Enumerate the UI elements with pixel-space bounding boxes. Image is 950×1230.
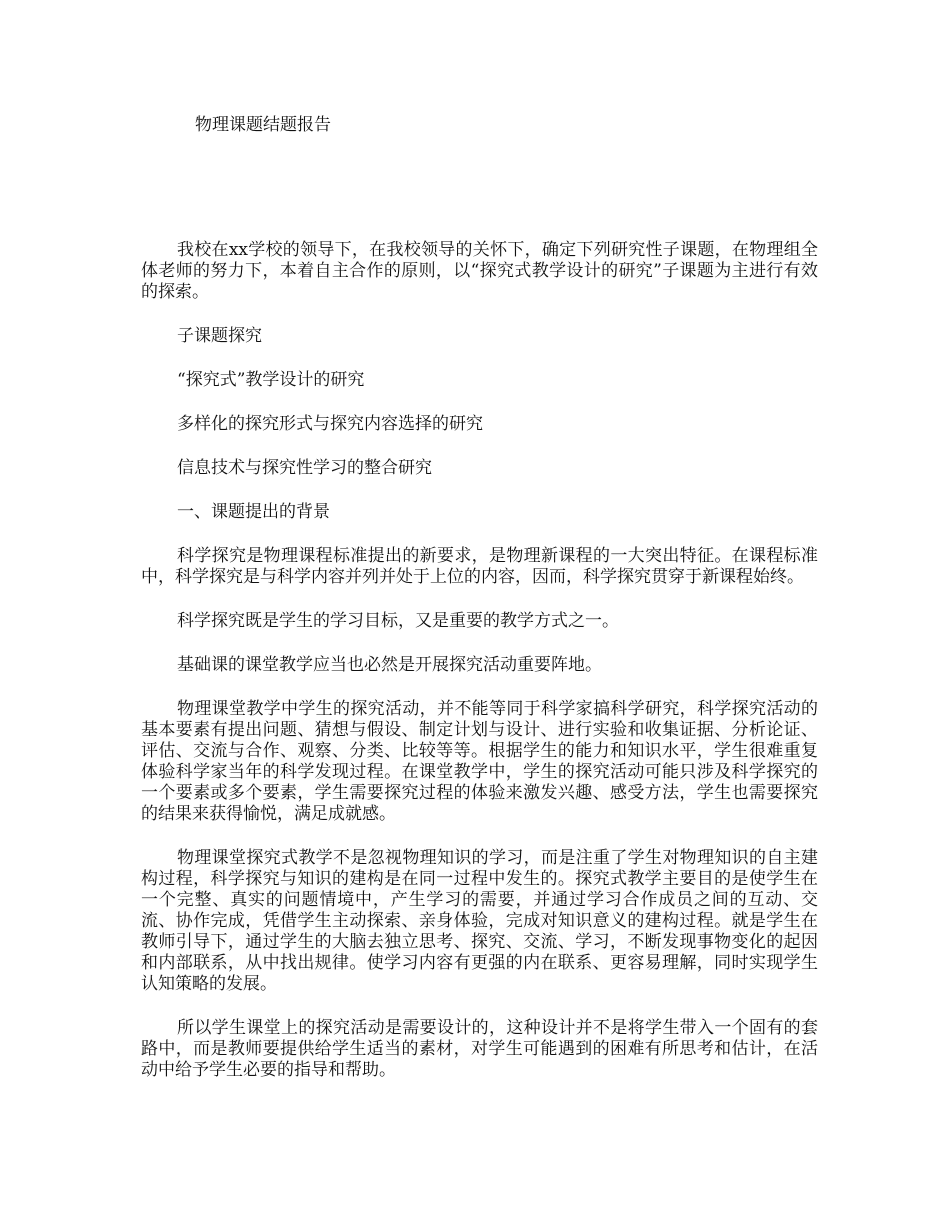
document-title: 物理课题结题报告 (195, 115, 331, 135)
paragraph-background-1: 科学探究是物理课程标准提出的新要求，是物理新课程的一大突出特征。在课程标准中，科学探究是与科学内容并列并处于上位的内容，因而，科学探究贯穿于新课程始终。 (141, 546, 818, 587)
paragraph-subtopic-2: 多样化的探究形式与探究内容选择的研究 (177, 414, 483, 434)
paragraph-intro: 我校在xx学校的领导下，在我校领导的关怀下，确定下列研究性子课题，在物理组全体老师的努力下，本着自主合作的原则，以“探究式教学设计的研究”子课题为主进行有效的探索。 (141, 240, 818, 302)
paragraph-subtopic-1: “探究式”教学设计的研究 (177, 370, 365, 390)
document-body (141, 240, 818, 1104)
paragraph-background-4: 物理课堂教学中学生的探究活动，并不能等同于科学家搞科学研究，科学探究活动的基本要素有提出问题、猜想与假设、制定计划与设计、进行实验和收集证据、分析论证、评估、交流与合作、观察、分类、比较等等。根据学生的能力和知识水平，学生很难重复体验科学家当年的科学发现过程。在课堂教学中，学生的探究活动可能只涉及科学探究的一个要素或多个要素，学生需要探究过程的体验来激发兴趣、感受方法，学生也需要探究的结果来获得愉悦，满足成就感。 (141, 699, 818, 824)
paragraph-subtopic-3: 信息技术与探究性学习的整合研究 (177, 458, 432, 478)
paragraph-background-3: 基础课的课堂教学应当也必然是开展探究活动重要阵地。 (177, 655, 602, 675)
section-heading-background: 一、课题提出的背景 (177, 502, 330, 522)
paragraph-background-5: 物理课堂探究式教学不是忽视物理知识的学习，而是注重了学生对物理知识的自主建构过程，科学探究与知识的建构是在同一过程中发生的。探究式教学主要目的是使学生在一个完整、真实的问题情境中，产生学习的需要，并通过学习合作成员之间的互动、交流、协作完成，凭借学生主动探索、亲身体验，完成对知识意义的建构过程。就是学生在教师引导下，通过学生的大脑去独立思考、探究、交流、学习，不断发现事物变化的起因和内部联系，从中找出规律。使学习内容有更强的内在联系、更容易理解，同时实现学生认知策略的发展。 (141, 848, 818, 994)
paragraph-background-2: 科学探究既是学生的学习目标，又是重要的教学方式之一。 (177, 611, 619, 631)
paragraph-subtopic-heading: 子课题探究 (177, 326, 262, 346)
paragraph-background-6: 所以学生课堂上的探究活动是需要设计的，这种设计并不是将学生带入一个固有的套路中，而是教师要提供给学生适当的素材，对学生可能遇到的困难有所思考和估计，在活动中给予学生必要的指导和帮助。 (141, 1018, 818, 1080)
